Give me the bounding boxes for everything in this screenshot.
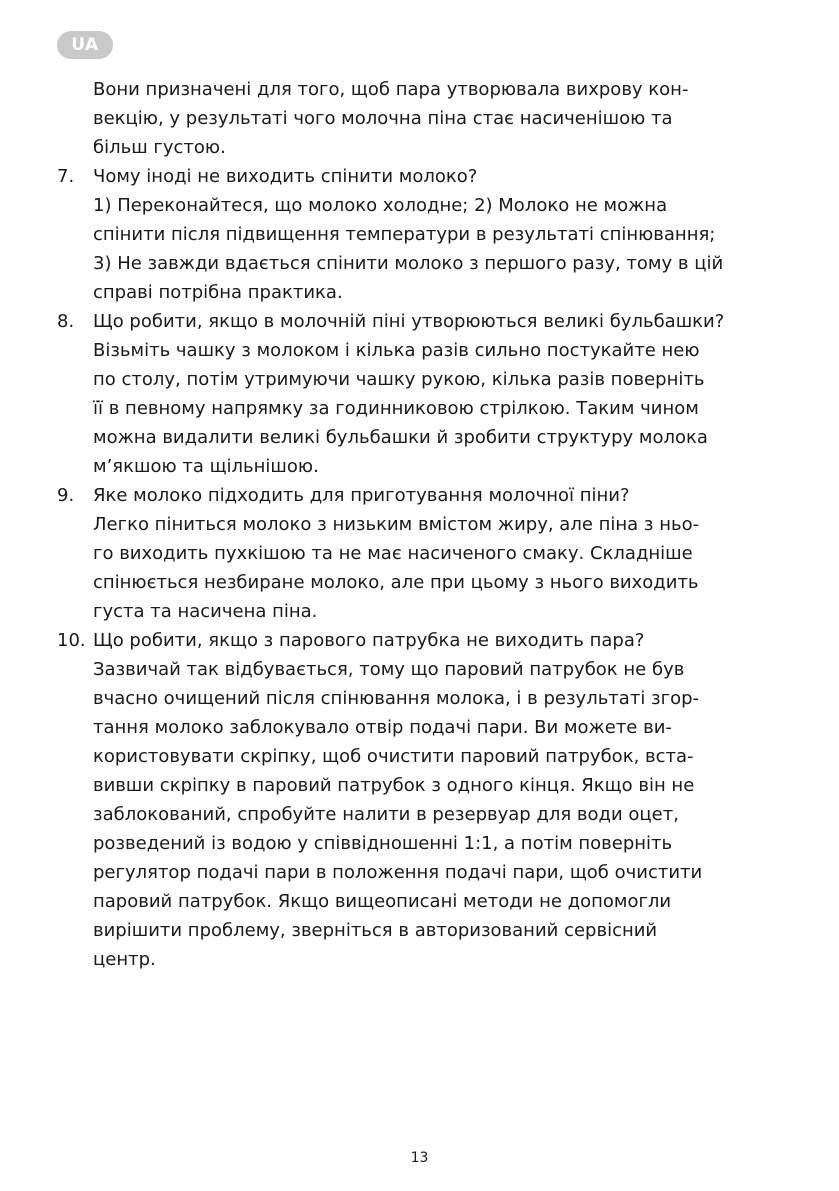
text-line: більш густою.	[93, 137, 226, 158]
item-number: 10.	[57, 630, 86, 651]
language-badge: UA	[57, 31, 113, 59]
text-line: регулятор подачі пари в положення подачі пари, щоб очистити	[93, 862, 703, 883]
text-line: її в певному напрямку за годинниковою стрілкою. Таким чином	[93, 398, 699, 419]
text-line: заблокований, спробуйте налити в резервуар для води оцет,	[93, 804, 679, 825]
text-line: 3) Не завжди вдається спінити молоко з першого разу, тому в цій	[93, 253, 724, 274]
question-text: Чому іноді не виходить спінити молоко?	[93, 166, 478, 187]
item-number: 8.	[57, 311, 75, 332]
page-number: 13	[410, 1150, 429, 1166]
text-line: густа та насичена піна.	[93, 601, 318, 622]
text-line: вирішити проблему, зверніться в авторизований сервісний	[93, 920, 658, 941]
text-line: користовувати скріпку, щоб очистити паровий патрубок, вста-	[93, 746, 694, 767]
text-line: паровий патрубок. Якщо вищеописані методи не допомогли	[93, 891, 672, 912]
text-line: Вони призначені для того, щоб пара утворювала вихрову кон-	[93, 79, 689, 100]
text-line: розведений із водою у співвідношенні 1:1, а потім поверніть	[93, 833, 673, 854]
faq-question	[57, 481, 797, 510]
text-line: Зазвичай так відбувається, тому що паровий патрубок не був	[93, 659, 685, 680]
text-line: справі потрібна практика.	[93, 282, 343, 303]
text-line: вчасно очищений після спінювання молока, і в результаті згор-	[93, 688, 699, 709]
faq-item-10	[57, 626, 797, 974]
text-line: спінюється незбиране молоко, але при цьому з нього виходить	[93, 572, 699, 593]
faq-question	[57, 162, 797, 191]
intro-paragraph	[57, 75, 797, 162]
faq-question	[57, 307, 797, 336]
text-line: можна видалити великі бульбашки й зробити структуру молока	[93, 427, 708, 448]
text-line: центр.	[93, 949, 156, 970]
text-line: го виходить пухкішою та не має насиченого смаку. Складніше	[93, 543, 693, 564]
item-number: 7.	[57, 166, 75, 187]
item-number: 9.	[57, 485, 75, 506]
text-line: векцію, у результаті чого молочна піна стає насиченішою та	[93, 108, 673, 129]
text-line: спінити після підвищення температури в результаті спінювання;	[93, 224, 716, 245]
text-line: тання молоко заблокувало отвір подачі пари. Ви можете ви-	[93, 717, 672, 738]
text-line: 1) Переконайтеся, що молоко холодне; 2) Молоко не можна	[93, 195, 668, 216]
faq-item-7	[57, 162, 797, 307]
text-line: по столу, потім утримуючи чашку рукою, кілька разів поверніть	[93, 369, 705, 390]
document-body	[57, 75, 797, 974]
text-line: Візьміть чашку з молоком і кілька разів сильно постукайте нею	[93, 340, 700, 361]
faq-item-9	[57, 481, 797, 626]
text-line: Легко піниться молоко з низьким вмістом жиру, але піна з ньо-	[93, 514, 700, 535]
faq-item-8	[57, 307, 797, 481]
question-text: Яке молоко підходить для приготування молочної піни?	[93, 485, 630, 506]
question-text: Що робити, якщо з парового патрубка не виходить пара?	[93, 630, 645, 651]
faq-question	[57, 626, 797, 655]
text-line: м’якшою та щільнішою.	[93, 456, 319, 477]
text-line: вивши скріпку в паровий патрубок з одного кінця. Якщо він не	[93, 775, 695, 796]
question-text: Що робити, якщо в молочній піні утворюються великі бульбашки?	[93, 311, 725, 332]
